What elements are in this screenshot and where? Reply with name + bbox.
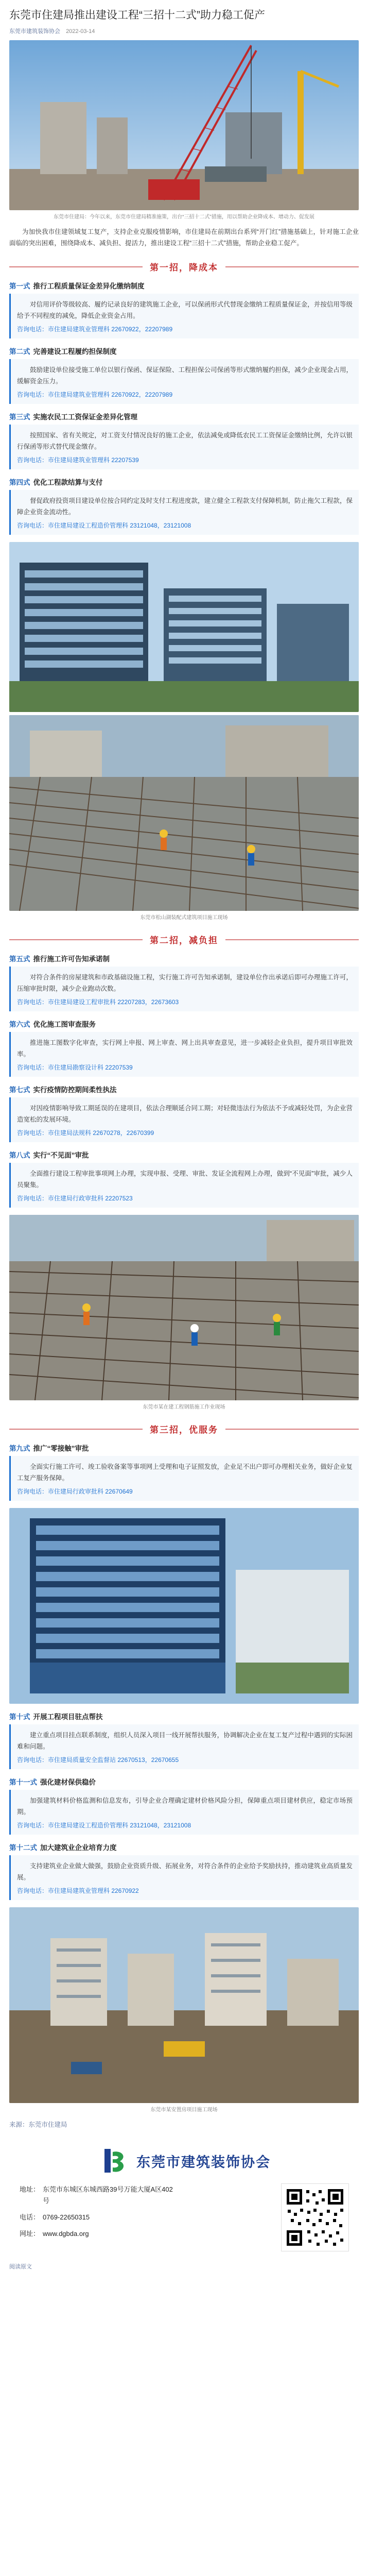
measure-4-text: 督促政府投资项目建设单位按合同约定及时支付工程进度款，建立健全工程款支付保障机制，防止拖欠工程款，保障企业资金流动性。 [17, 497, 353, 516]
qr-code [282, 2184, 348, 2251]
measure-6-text: 推进施工图数字化审查，实行网上申报、网上审查、网上出具审查意见，进一步减轻企业负担，提升项目审批效率。 [17, 1039, 353, 1058]
measure-12-title: 第十二式 加大建筑业企业培育力度 [9, 1844, 117, 1852]
association-logo-icon [97, 2145, 129, 2177]
article-title: 东莞市住建局推出建设工程“三招十二式”助力稳工促产 [9, 9, 265, 21]
measure-10-consult: 咨询电话：市住建局质量安全监督站 22670513，22670655 [17, 1756, 179, 1764]
phone-value[interactable]: 0769-22650315 [43, 2213, 90, 2221]
association-logo-block [9, 2145, 359, 2177]
measure-3-text: 按照国家、省有关规定，对工资支付情况良好的施工企业，依法减免或降低农民工工资保证金缴纳比例，允许以银行保函等形式替代现金缴存。 [17, 432, 353, 450]
measure-10-box [9, 1724, 359, 1769]
building-facade-image [9, 1508, 359, 1704]
crane-site-image [9, 40, 359, 210]
divider [9, 266, 143, 267]
measure-8-title: 第八式 实行“不见面”审批 [9, 1151, 89, 1159]
measure-9-title: 第九式 推广“零接触”审批 [9, 1445, 89, 1452]
measure-9-text: 全面实行施工许可、竣工验收备案等事项网上受理和电子证照发放，企业足不出户即可办理相关业务，做好企业复工复产服务保障。 [17, 1463, 353, 1482]
measure-3-title: 第三式 实施农民工工资保证金差异化管理 [9, 413, 137, 421]
section-1-photo [9, 542, 359, 712]
measure-1-consult: 咨询电话：市住建局建筑业管理科 22670922，22207989 [17, 326, 173, 333]
article-date: 2022-03-14 [66, 28, 95, 35]
measure-5-text: 对符合条件的房屋建筑和市政基础设施工程，实行施工许可告知承诺制，建设单位作出承诺后即可办理施工许可，压缩审批时限，减少企业跑动次数。 [17, 974, 353, 992]
address-label: 地址： [20, 2185, 40, 2193]
website-label: 网址： [20, 2230, 40, 2238]
measure-1-box [9, 294, 359, 338]
measure-9-consult: 咨询电话：市住建局行政审批科 22670649 [17, 1488, 133, 1495]
article-header [0, 0, 368, 40]
measure-4-box [9, 490, 359, 535]
section-2-label: 第二招，减负担 [150, 936, 218, 945]
measure-11-box [9, 1790, 359, 1835]
contact-info [20, 2184, 177, 2245]
divider [225, 939, 359, 940]
website-value[interactable]: www.dgbda.org [43, 2230, 89, 2238]
divider [225, 266, 359, 267]
section-heading-1 [9, 260, 359, 273]
measure-10-text: 建立重点项目挂点联系制度，组织人员深入项目一线开展帮扶服务，协调解决企业在复工复产过程中遇到的实际困难和问题。 [17, 1732, 353, 1750]
measure-12-box [9, 1855, 359, 1900]
divider [225, 1429, 359, 1430]
measure-8-consult: 咨询电话：市住建局行政审批科 22207523 [17, 1195, 133, 1202]
measure-7-text: 对因疫情影响导致工期延误的在建项目，依法合理顺延合同工期；对轻微违法行为依法不予或减轻处罚，为企业营造宽松的发展环境。 [17, 1105, 353, 1123]
measure-3-consult: 咨询电话：市住建局建筑业管理科 22207539 [17, 456, 139, 464]
section-2-photo-caption: 东莞市某在建工程钢筋施工作业现场 [143, 1404, 225, 1410]
section-3-label: 第三招，优服务 [150, 1425, 218, 1435]
measure-12-consult: 咨询电话：市住建局建筑业管理科 22670922 [17, 1887, 139, 1894]
measure-2-consult: 咨询电话：市住建局建筑业管理科 22670922，22207989 [17, 391, 173, 398]
section-heading-3 [9, 1422, 359, 1435]
measure-8-box [9, 1163, 359, 1208]
intro-photo [9, 40, 359, 210]
read-original-link[interactable]: 阅读原文 [9, 2264, 32, 2270]
measure-5-title: 第五式 推行施工许可告知承诺制 [9, 955, 110, 963]
measure-7-box [9, 1097, 359, 1142]
section-heading-2 [9, 933, 359, 946]
association-name: 东莞市建筑装饰协会 [136, 2154, 271, 2170]
contact-card [20, 2184, 348, 2251]
measure-7-title: 第七式 实行疫情防控期间柔性执法 [9, 1086, 117, 1094]
article-meta [9, 27, 359, 35]
divider [9, 939, 143, 940]
measure-7-consult: 咨询电话：市住建局法规科 22670278，22670399 [17, 1129, 154, 1137]
measure-1-title: 第一式 推行工程质量保证金差异化缴纳制度 [9, 282, 145, 290]
measure-6-consult: 咨询电话：市住建局勘察设计科 22207539 [17, 1064, 133, 1071]
office-buildings-image [9, 542, 359, 712]
measure-5-consult: 咨询电话：市住建局建设工程审批科 22207283，22673603 [17, 998, 179, 1006]
section-1-photo-caption: 东莞市松山湖装配式建筑项目施工现场 [140, 915, 228, 921]
measure-2-box [9, 359, 359, 404]
measure-4-consult: 咨询电话：市住建局建设工程造价管理科 23121048，23121008 [17, 522, 191, 529]
measure-9-box [9, 1456, 359, 1501]
divider [9, 1429, 143, 1430]
section-1-label: 第一招，降成本 [150, 263, 218, 273]
website-row [20, 2228, 177, 2240]
residential-site-image [9, 1907, 359, 2103]
measure-2-title: 第二式 完善建设工程履约担保制度 [9, 348, 117, 355]
article-closing: 来源：东莞市住建局 [9, 2121, 67, 2128]
section-3-photo-2 [9, 1907, 359, 2103]
address-value: 东莞市东城区东城西路39号万能大厦A区402号 [43, 2185, 173, 2205]
measure-12-text: 支持建筑业企业做大做强，鼓励企业资质升级、拓展业务，对符合条件的企业给予奖励扶持，推动建筑业高质量发展。 [17, 1862, 353, 1881]
measure-8-text: 全面推行建设工程审批事项网上办理，实现申报、受理、审批、发证全流程网上办理，做到“不见面”审批，减少人员聚集。 [17, 1170, 353, 1189]
intro-photo-caption: 东莞市住建局：今年以来，东莞市住建局精准施策，出台“三招十二式”措施，用以帮助企业降成本、增动力、促发展 [54, 214, 314, 220]
measure-11-consult: 咨询电话：市住建局建设工程造价管理科 23121048，23121008 [17, 1822, 191, 1829]
phone-label: 电话： [20, 2213, 40, 2221]
measure-5-box [9, 967, 359, 1011]
section-3-photo-caption: 东莞市某安置房项目施工现场 [150, 2107, 218, 2113]
phone-row [20, 2212, 177, 2223]
measure-10-title: 第十式 开展工程项目驻点帮扶 [9, 1713, 103, 1721]
measure-3-box [9, 425, 359, 469]
section-2-photo [9, 1215, 359, 1400]
intro-paragraph: 为加快我市住建领域复工复产，支持企业克服疫情影响，市住建局在前期出台系列“开门红”措施基础上，针对施工企业面临的突出困难，围绕降成本、减负担、提活力，推出建设工程“三招十二式”措施，帮助企业稳工促产。 [9, 228, 359, 247]
measure-11-title: 第十一式 强化建材保供稳价 [9, 1778, 96, 1786]
section-1-photo-2 [9, 715, 359, 911]
measure-4-title: 第四式 优化工程款结算与支付 [9, 479, 103, 486]
article-source-link[interactable]: 东莞市建筑装饰协会 [9, 28, 60, 35]
measure-2-text: 鼓励建设单位接受施工单位以银行保函、保证保险、工程担保公司保函等形式缴纳履约担保，减少企业现金占用，缓解资金压力。 [17, 366, 353, 385]
measure-1-text: 对信用评价等级较高、履约记录良好的建筑施工企业，可以保函形式代替现金缴纳工程质量保证金，并按信用等级给予不同程度的减免，降低企业资金占用。 [17, 301, 353, 319]
rebar-site-image [9, 715, 359, 911]
measure-11-text: 加强建筑材料价格监测和信息发布，引导企业合理确定建材价格风险分担，保障重点项目建材供应，稳定市场预期。 [17, 1797, 353, 1816]
measure-6-title: 第六式 优化施工图审查服务 [9, 1021, 96, 1028]
address-row [20, 2184, 177, 2207]
measure-6-box [9, 1032, 359, 1077]
workers-rebar-image [9, 1215, 359, 1400]
section-3-photo [9, 1508, 359, 1704]
